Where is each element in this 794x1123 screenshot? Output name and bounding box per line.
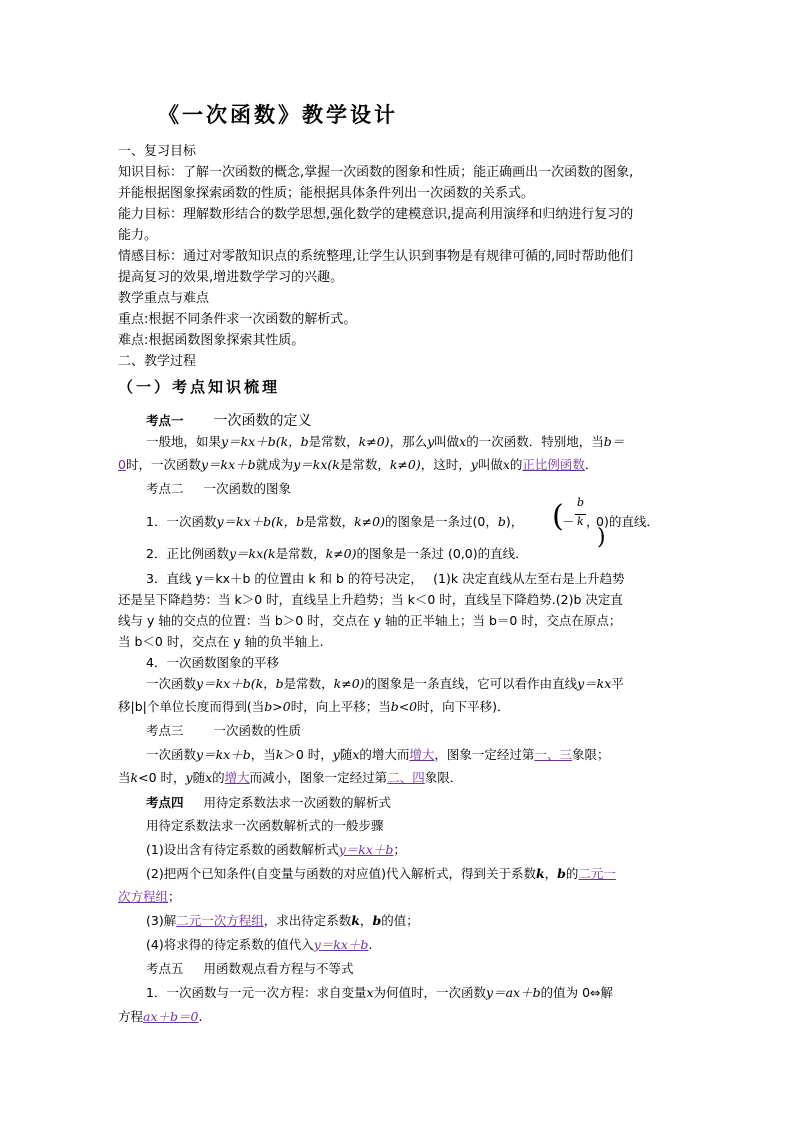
text: (1)设出含有待定系数的函数解析式	[146, 842, 339, 857]
emotion-goal-line-1: 情感目标：通过对零散知识点的系统整理,让学生认识到事物是有规律可循的,同时帮助他们	[118, 249, 634, 264]
text: ，图象一定经过第	[434, 747, 535, 762]
variable: y	[332, 747, 340, 762]
kp1-heading	[146, 411, 312, 431]
answer-link[interactable]: 增大	[224, 770, 250, 785]
answer-link[interactable]: 二、四	[387, 770, 425, 785]
subsection-heading: （一）考点知识梳理	[118, 378, 281, 396]
text: 的值为 0⇔解	[540, 985, 614, 1000]
text: 叫做	[434, 434, 460, 449]
variable: k	[351, 913, 360, 928]
kp4-step-2-line-1	[146, 864, 616, 884]
kp5-line-2	[118, 1007, 202, 1027]
teaching-difficulty: 难点:根据函数图象探索其性质。	[118, 333, 305, 348]
text: 象限；	[571, 747, 610, 762]
emotion-goal-line-2: 提高复习的效果,增进数学学习的兴趣。	[118, 270, 344, 285]
kp5-heading	[146, 959, 354, 979]
kp2-item-3-line-3: 线与 y 轴的交点的位置：当 b＞0 时，交点在 y 轴的正半轴上；当 b＝0 时，交点在原点；	[118, 613, 622, 628]
answer-link[interactable]: ax＋b＝0	[143, 1009, 199, 1024]
formula: y＝kx＋b(k，b	[196, 676, 284, 691]
kp5-line-1	[146, 983, 613, 1003]
kp4-step-1	[146, 840, 406, 860]
variable: y	[470, 457, 478, 472]
kp4-step-3	[146, 911, 419, 931]
answer-link[interactable]: 次方程组	[118, 889, 169, 904]
variable: k	[535, 866, 545, 881]
text: 时，向下平移)．	[417, 699, 510, 714]
formula: b<0	[390, 699, 418, 714]
formula: y＝kx	[577, 676, 612, 691]
formula: k≠0)	[333, 676, 365, 691]
text: 的	[212, 770, 225, 785]
text: 1．一次函数	[146, 514, 217, 529]
variable: y	[185, 770, 193, 785]
knowledge-goal-line-1: 知识目标：了解一次函数的概念,掌握一次函数的图象和性质；能正确画出一次函数的图象,	[118, 165, 634, 180]
text: 象限．	[424, 770, 463, 785]
text: 的	[509, 457, 523, 472]
kp2-item-4-heading: 4．一次函数图象的平移	[146, 655, 279, 670]
formula: y＝kx＋b(k，b	[221, 434, 309, 449]
kp3-heading	[146, 721, 301, 741]
text: ．	[584, 457, 598, 472]
variable: x	[502, 457, 510, 472]
answer-link[interactable]: 0	[118, 457, 126, 472]
kp3-label: 考点三	[146, 723, 184, 738]
variable: x	[459, 434, 467, 449]
section-heading-process: 二、教学过程	[118, 354, 197, 369]
text: 2．正比例函数	[146, 546, 229, 561]
text: 一次函数	[146, 747, 197, 762]
formula: y＝kx＋b	[196, 747, 251, 762]
text: ，求出待定系数	[263, 913, 352, 928]
text: ；	[393, 842, 406, 857]
teaching-focus: 重点:根据不同条件求一次函数的解析式。	[118, 312, 357, 327]
text: 一次函数	[146, 676, 197, 691]
kp4-heading	[146, 793, 391, 813]
formula: k≠0)	[389, 457, 421, 472]
text: ；	[168, 889, 181, 904]
text: ，	[359, 913, 373, 928]
text: 的值；	[381, 913, 419, 928]
formula: k≠0)	[358, 434, 390, 449]
ability-goal-line-2: 能力。	[118, 228, 158, 243]
variable: k	[130, 770, 139, 785]
answer-link[interactable]: 二元一次方程组	[176, 913, 264, 928]
text: 1．一次函数与一元一次方程：求自变量	[146, 985, 367, 1000]
kp5-label: 考点五	[146, 961, 184, 976]
text: 是常数，	[308, 434, 359, 449]
text: ，	[544, 866, 558, 881]
variable: y	[427, 434, 435, 449]
kp2-item-3-line-1: 3．直线 y＝kx＋b 的位置由 k 和 b 的符号决定， (1)k 决定直线从左至右是上升趋势	[146, 571, 625, 586]
text: 的图象是一条过(0，	[385, 514, 498, 529]
text: ＞0 时，	[283, 747, 333, 762]
kp1-paragraph-line-1	[146, 432, 624, 452]
text: 的增大而	[359, 747, 410, 762]
text: 是常数，	[275, 546, 326, 561]
text: 时，一次函数	[125, 457, 201, 472]
answer-link[interactable]: y＝kx＋b	[338, 842, 394, 857]
text: (4)将求得的待定系数的值代入	[146, 937, 314, 952]
text: 的图象是一条直线，它可以看作由直线	[364, 676, 578, 691]
text: )，	[505, 514, 524, 529]
kp1-paragraph-line-2	[118, 455, 597, 475]
kp5-title: 用函数观点看方程与不等式	[203, 961, 354, 976]
kp1-label: 考点一	[146, 413, 184, 428]
comma: ，	[586, 514, 599, 529]
focus-heading: 教学重点与难点	[118, 291, 210, 306]
text: 是常数，	[283, 676, 334, 691]
right-paren: )	[597, 525, 606, 550]
text: 的	[565, 866, 579, 881]
kp4-step-2-line-2	[118, 887, 181, 907]
ability-goal-line-1: 能力目标：理解数形结合的数学思想,强化数学的建模意识,提高利用演绎和归纳进行复习的	[118, 207, 634, 222]
kp2-item-2	[146, 544, 528, 564]
text: 平	[611, 676, 624, 691]
variable: x	[352, 747, 360, 762]
kp2-item-1-end: 0)的直线．	[596, 514, 659, 529]
text: 是常数，	[304, 514, 355, 529]
text: .	[368, 937, 373, 952]
text: 方程	[118, 1009, 144, 1024]
answer-link[interactable]: 一、三	[534, 747, 572, 762]
kp3-line-2	[118, 768, 462, 788]
fraction-denominator: k	[577, 515, 584, 528]
text: 的图象是一条过 (0,0)的直线．	[356, 546, 528, 561]
variable: x	[205, 770, 213, 785]
variable: b	[372, 913, 382, 928]
answer-link[interactable]: y＝kx＋b	[313, 937, 369, 952]
left-paren: (	[552, 499, 564, 534]
kp4-title: 用待定系数法求一次函数的解析式	[203, 795, 392, 810]
formula: b>0	[264, 699, 291, 714]
answer-link[interactable]: 增大	[409, 747, 435, 762]
kp2-heading	[146, 479, 291, 499]
kp2-item-3-line-2: 还是呈下降趋势：当 k＞0 时，直线呈上升趋势；当 k＜0 时，直线呈下降趋势.(2)b 决定直	[118, 592, 623, 607]
fraction-numerator: b	[577, 496, 585, 509]
text: ，那么	[389, 434, 428, 449]
text: 是常数，	[339, 457, 390, 472]
text: .	[198, 1009, 203, 1024]
text: 时，向上平移；当	[290, 699, 391, 714]
formula: b＝	[603, 434, 625, 449]
text: ，这时，	[420, 457, 471, 472]
text: 为何值时，一次函数	[373, 985, 487, 1000]
formula: k≠0)	[354, 514, 385, 529]
text: 当	[118, 770, 131, 785]
text: 的一次函数．特别地，当	[466, 434, 604, 449]
kp1-title: 一次函数的定义	[213, 413, 312, 429]
minus-sign: －	[562, 514, 575, 529]
text: <0 时，	[138, 770, 186, 785]
text: 一般地，如果	[146, 434, 222, 449]
kp4-label: 考点四	[146, 795, 184, 810]
variable: k	[275, 747, 284, 762]
variable: x	[366, 985, 374, 1000]
formula: y＝kx(k	[293, 457, 340, 472]
kp2-label: 考点二	[146, 481, 184, 496]
kp2-item-1	[146, 512, 523, 532]
text: 移|b|个单位长度而得到(当	[118, 699, 265, 714]
formula: y＝kx＋b	[200, 457, 256, 472]
kp3-title: 一次函数的性质	[213, 723, 302, 738]
kp2-item-4-line-1	[146, 674, 624, 694]
formula: k≠0)	[325, 546, 357, 561]
section-heading-review-goals: 一、复习目标	[118, 144, 197, 159]
formula: y＝ax＋b	[486, 985, 541, 1000]
text: 而减小，图象一定经过第	[249, 770, 388, 785]
kp2-item-3-line-4: 当 b＜0 时，交点在 y 轴的负半轴上.	[118, 634, 324, 649]
answer-link[interactable]: 正比例函数	[522, 457, 585, 472]
text: (2)把两个已知条件(自变量与函数的对应值)代入解析式，得到关于系数	[146, 866, 536, 881]
document-title: 《一次函数》教学设计	[158, 102, 398, 127]
formula: y＝kx＋b(k，b	[216, 514, 305, 529]
text: 随	[192, 770, 206, 785]
kp4-intro: 用待定系数法求一次函数解析式的一般步骤	[146, 818, 384, 833]
variable: b	[497, 514, 506, 529]
text: 叫做	[477, 457, 503, 472]
knowledge-goal-line-2: 并能根据图象探索函数的性质；能根据具体条件列出一次函数的关系式。	[118, 186, 535, 201]
answer-link[interactable]: 二元一	[578, 866, 616, 881]
text: ，当	[250, 747, 276, 762]
kp3-line-1	[146, 745, 609, 765]
text: 随	[339, 747, 353, 762]
text: (3)解	[146, 913, 177, 928]
kp4-step-4	[146, 935, 372, 955]
variable: b	[557, 866, 566, 881]
formula: y＝kx(k	[228, 546, 276, 561]
kp2-item-4-line-2	[118, 697, 510, 717]
kp2-title: 一次函数的图象	[203, 481, 292, 496]
text: 就成为	[255, 457, 294, 472]
